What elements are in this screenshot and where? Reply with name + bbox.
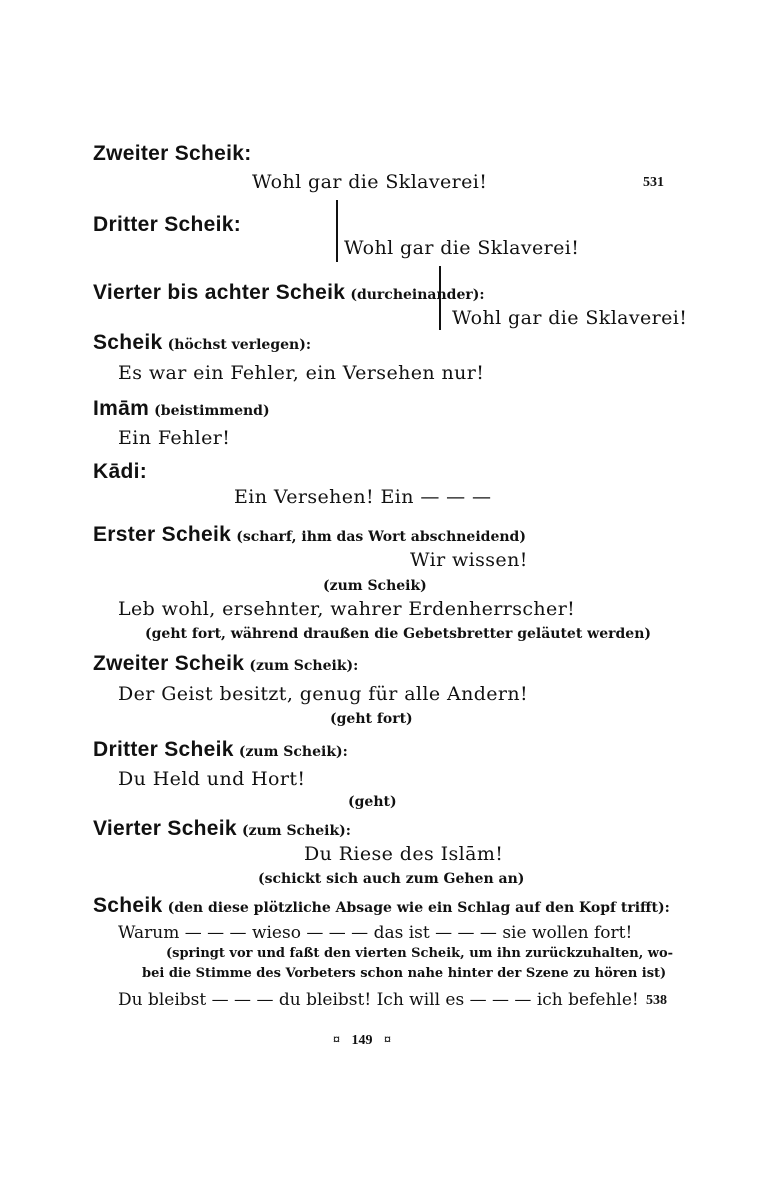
margin-line-number: 538 [646, 993, 667, 1008]
speaker-line [93, 523, 526, 547]
stage-direction: (geht fort) [330, 711, 413, 727]
verse-line: Du Held und Hort! [118, 768, 306, 790]
speaker-scheik: Scheik [93, 894, 163, 917]
stage-direction: (geht) [348, 794, 397, 810]
speaker-line [93, 738, 348, 762]
stage-direction: (zum Scheik) [323, 578, 427, 594]
margin-line-number: 531 [643, 175, 664, 190]
stage-direction: (beistimmend) [154, 403, 270, 419]
stage-direction: (den diese plötzliche Absage wie ein Schlag auf den Kopf trifft): [167, 900, 670, 916]
page-number: 149 [351, 1033, 373, 1048]
speaker-erster-scheik: Erster Scheik [93, 523, 232, 546]
verse-line: Ein Fehler! [118, 427, 231, 449]
speaker-imam: Imām [93, 397, 150, 420]
brace [439, 266, 441, 330]
verse-line: Du bleibst — — — du bleibst! Ich will es — — — ich befehle! [118, 990, 639, 1010]
verse-line: Du Riese des Islām! [304, 843, 504, 865]
page-footer [333, 1033, 391, 1049]
stage-direction: (höchst verlegen): [167, 337, 311, 353]
speaker-line [93, 281, 485, 305]
stage-direction: (zum Scheik): [242, 823, 351, 839]
speaker-line [93, 397, 270, 421]
stage-direction: (schickt sich auch zum Gehen an) [258, 871, 525, 887]
verse-line: Wir wissen! [410, 549, 528, 571]
speaker-kadi: Kādi: [93, 460, 147, 483]
stage-direction: (zum Scheik): [249, 658, 359, 674]
stage-direction: (springt vor und faßt den vierten Scheik, um ihn zurückzuhalten, wo- [166, 946, 674, 961]
speaker-vierter-bis-achter-scheik: Vierter bis achter Scheik [93, 281, 346, 304]
speaker-zweiter-scheik: Zweiter Scheik [93, 652, 245, 675]
verse-line: Leb wohl, ersehnter, wahrer Erdenherrscher! [118, 598, 576, 620]
speaker-line [93, 331, 311, 355]
ornament-icon: ¤ [384, 1033, 391, 1048]
stage-direction: (durcheinander): [350, 287, 485, 303]
speaker-dritter-scheik: Dritter Scheik: [93, 213, 242, 236]
speaker-line [93, 817, 351, 841]
speaker-zweiter-scheik: Zweiter Scheik: [93, 142, 252, 165]
speaker-scheik: Scheik [93, 331, 163, 354]
stage-direction: (geht fort, während draußen die Gebetsbretter geläutet werden) [145, 626, 652, 642]
ornament-icon: ¤ [333, 1033, 340, 1048]
speaker-dritter-scheik: Dritter Scheik [93, 738, 234, 761]
speaker-line [93, 894, 670, 918]
verse-line: Wohl gar die Sklaverei! [252, 171, 488, 193]
stage-direction: (zum Scheik): [238, 744, 348, 760]
verse-line: Warum — — — wieso — — — das ist — — — sie wollen fort! [118, 923, 633, 943]
verse-line: Ein Versehen! Ein — — — [234, 486, 492, 508]
speaker-line [93, 652, 358, 676]
speaker-vierter-scheik: Vierter Scheik [93, 817, 237, 840]
verse-line: Der Geist besitzt, genug für alle Andern! [118, 683, 529, 705]
brace [336, 200, 338, 262]
verse-line: Wohl gar die Sklaverei! [452, 307, 688, 329]
verse-line: Es war ein Fehler, ein Versehen nur! [118, 362, 485, 384]
stage-direction: bei die Stimme des Vorbeters schon nahe hinter der Szene zu hören ist) [142, 966, 667, 981]
stage-direction: (scharf, ihm das Wort abschneidend) [236, 529, 526, 545]
verse-line: Wohl gar die Sklaverei! [344, 237, 580, 259]
